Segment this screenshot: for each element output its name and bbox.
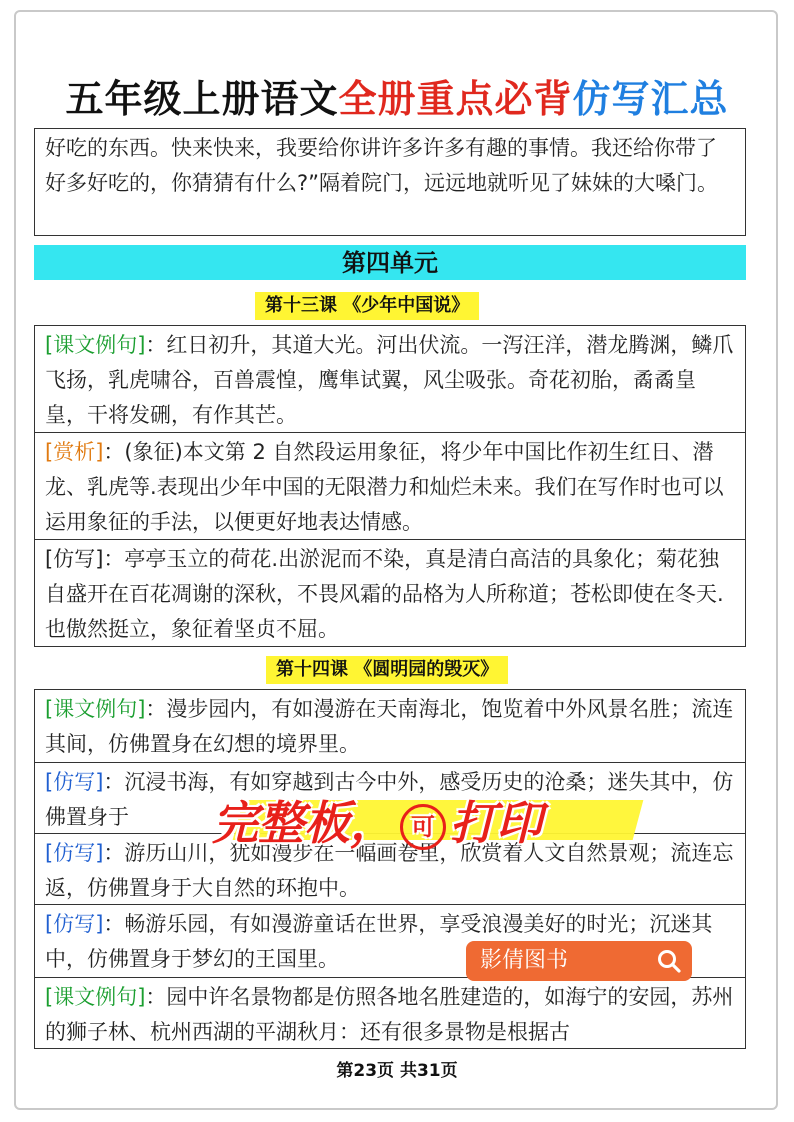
lesson-14-example-2: [34, 977, 746, 1049]
example-tag: [课文例句]: [45, 333, 146, 357]
brand-badge[interactable]: [466, 941, 692, 981]
lesson-13-title: 第十三课 《少年中国说》: [255, 292, 479, 320]
page-footer: 第23页 共31页: [336, 1061, 458, 1081]
imitation-tag: [仿写]: [45, 770, 104, 794]
lesson-13-example: [34, 325, 746, 433]
imitation-text: ：沉浸书海，有如穿越到古今中外，感受历史的沧桑；迷失其中，仿佛置身于: [45, 770, 734, 829]
intro-text: 好吃的东西。快来快来，我要给你讲许多许多有趣的事情。我还给你带了好多好吃的，你猜猜有什么?”隔着院门，远远地就听见了妹妹的大嗓门。: [45, 136, 719, 195]
lesson-14-title: 第十四课 《圆明园的毁灭》: [266, 656, 508, 684]
lesson-13-analysis: [34, 432, 746, 540]
example-tag: [课文例句]: [45, 697, 146, 721]
brand-badge-label: 影倩图书: [480, 948, 569, 973]
stamp-right-text: 打印: [450, 796, 542, 850]
lesson-14-example-1: [34, 689, 746, 763]
imitation-tag: [仿写]: [45, 841, 104, 865]
intro-box: [34, 128, 746, 236]
imitation-tag: [仿写]: [45, 547, 104, 571]
lesson-13-imitation: [34, 539, 746, 647]
example-tag: [课文例句]: [45, 985, 146, 1009]
example-text: ：漫步园内，有如漫游在天南海北，饱览着中外风景名胜；流连其间，仿佛置身在幻想的境界里。: [45, 697, 734, 756]
unit-banner: 第四单元: [34, 245, 746, 280]
title-part-1: 五年级上册语文: [65, 76, 339, 121]
example-text: ：园中许名景物都是仿照各地名胜建造的，如海宁的安园，苏州的狮子林、杭州西湖的平湖秋月：还有很多景物是根据古: [45, 985, 734, 1044]
search-icon: [656, 948, 682, 974]
imitation-tag: [仿写]: [45, 912, 104, 936]
title-part-2: 全册重点必背: [338, 76, 573, 121]
page-title: [0, 68, 794, 123]
imitation-text: ：亭亭玉立的荷花.出淤泥而不染，真是清白高洁的具象化；菊花独自盛开在百花凋谢的深秋，不畏风霜的品格为人所称道；苍松即使在冬天.也傲然挺立，象征着坚贞不屈。: [45, 547, 724, 641]
example-text: ：红日初升，其道大光。河出伏流。一泻汪洋，潜龙腾渊，鳞爪飞扬，乳虎啸谷，百兽震惶，鹰隼试翼，风尘吸张。奇花初胎，矞矞皇皇，干将发硎，有作其芒。: [45, 333, 734, 427]
title-part-3: 仿写汇总: [572, 76, 729, 121]
analysis-tag: [赏析]: [45, 440, 104, 464]
analysis-text: ：(象征)本文第 2 自然段运用象征，将少年中国比作初生红日、潜龙、乳虎等.表现出少年中国的无限潜力和灿烂未来。我们在写作时也可以运用象征的手法，以便更好地表达情感。: [45, 440, 724, 534]
stamp-circle-mark: 可: [400, 804, 446, 850]
imitation-text: ：游历山川，犹如漫步在一幅画卷里，欣赏着人文自然景观；流连忘返，仿佛置身于大自然的环抱中。: [45, 841, 734, 900]
stamp-left-text: 完整板，: [212, 796, 396, 850]
imitation-text: ：畅游乐园，有如漫游童话在世界，享受浪漫美好的时光；沉迷其中，仿佛置身于梦幻的王国里。: [45, 912, 713, 971]
print-stamp: [212, 792, 642, 854]
